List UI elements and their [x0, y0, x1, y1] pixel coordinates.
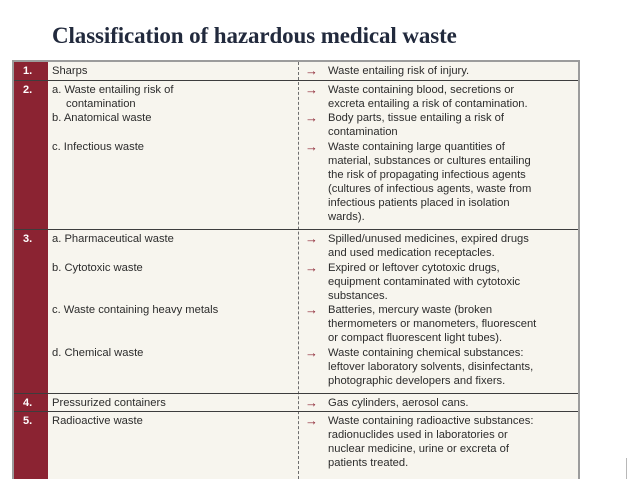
text-line: or compact fluorescent light tubes). — [328, 332, 503, 344]
text-line: leftover laboratory solvents, disinfectants, — [328, 361, 534, 373]
right-cell — [328, 83, 528, 111]
arrow-icon: → — [305, 413, 318, 428]
row-separator — [14, 80, 578, 81]
left-cell — [52, 140, 144, 154]
text-line: patients treated. — [328, 457, 409, 469]
right-cell — [328, 232, 529, 260]
row-separator — [14, 393, 578, 394]
right-cell — [328, 396, 469, 410]
arrow-icon: → — [305, 63, 318, 78]
left-cell — [52, 303, 218, 317]
text-line: and used medication receptacles. — [328, 247, 495, 259]
text-line: b. Anatomical waste — [52, 112, 152, 124]
text-line: material, substances or cultures entailing — [328, 155, 531, 167]
text-line: Batteries, mercury waste (broken — [328, 304, 493, 316]
arrow-icon: → — [305, 82, 318, 97]
row-separator — [14, 411, 578, 412]
arrow-icon: → — [305, 260, 318, 275]
right-cell — [328, 64, 469, 78]
right-cell — [328, 303, 536, 345]
text-line: the risk of propagating infectious agents — [328, 169, 526, 181]
right-cell — [328, 140, 531, 224]
arrow-icon: → — [305, 395, 318, 410]
text-line: a. Pharmaceutical waste — [52, 233, 174, 245]
text-line: Spilled/unused medicines, expired drugs — [328, 233, 529, 245]
left-cell — [52, 83, 173, 111]
right-cell — [328, 346, 533, 388]
text-line: Gas cylinders, aerosol cans. — [328, 397, 469, 409]
text-line: a. Waste entailing risk of — [52, 84, 174, 96]
arrow-icon: → — [305, 231, 318, 246]
text-line: b. Cytotoxic waste — [52, 262, 143, 274]
text-line: radionuclides used in laboratories or — [328, 429, 508, 441]
text-line: Radioactive waste — [52, 415, 143, 427]
left-cell — [52, 261, 143, 275]
right-cell — [328, 414, 533, 470]
column-divider — [298, 62, 299, 479]
text-line: infectious patients placed in isolation — [328, 197, 510, 209]
left-cell — [52, 414, 143, 428]
text-line: wards). — [328, 211, 365, 223]
page-title: Classification of hazardous medical waste — [52, 23, 457, 48]
left-cell — [52, 396, 166, 410]
left-cell — [52, 111, 152, 125]
slide-edge-divider — [626, 458, 627, 479]
text-line: Waste entailing risk of injury. — [328, 65, 470, 77]
row-number: 4. — [23, 397, 33, 409]
row-number: 5. — [23, 415, 33, 427]
text-line: Body parts, tissue entailing a risk of — [328, 112, 504, 124]
text-line: nuclear medicine, urine or excreta of — [328, 443, 509, 455]
row-number: 2. — [23, 84, 33, 96]
text-line: contamination — [66, 98, 136, 110]
row-number: 1. — [23, 65, 33, 77]
text-line: Pressurized containers — [52, 397, 166, 409]
arrow-icon: → — [305, 345, 318, 360]
text-line: c. Waste containing heavy metals — [52, 304, 219, 316]
left-cell — [52, 346, 143, 360]
text-line: equipment contaminated with cytotoxic — [328, 276, 521, 288]
left-cell — [52, 232, 174, 246]
text-line: Waste containing blood, secretions or — [328, 84, 515, 96]
text-line: (cultures of infectious agents, waste from — [328, 183, 532, 195]
row-separator — [14, 229, 578, 230]
text-line: Expired or leftover cytotoxic drugs, — [328, 262, 500, 274]
text-line: thermometers or manometers, fluorescent — [328, 318, 537, 330]
arrow-icon: → — [305, 302, 318, 317]
text-line: photographic developers and fixers. — [328, 375, 506, 387]
right-cell — [328, 111, 504, 139]
text-line: Sharps — [52, 65, 88, 77]
arrow-icon: → — [305, 139, 318, 154]
text-line: excreta entailing a risk of contamination. — [328, 98, 528, 110]
row-number: 3. — [23, 233, 33, 245]
text-line: substances. — [328, 290, 388, 302]
right-cell — [328, 261, 520, 303]
text-line: contamination — [328, 126, 398, 138]
text-line: c. Infectious waste — [52, 141, 145, 153]
text-line: Waste containing chemical substances: — [328, 347, 524, 359]
text-line: d. Chemical waste — [52, 347, 144, 359]
arrow-icon: → — [305, 110, 318, 125]
text-line: Waste containing large quantities of — [328, 141, 505, 153]
left-cell — [52, 64, 87, 78]
text-line: Waste containing radioactive substances: — [328, 415, 534, 427]
